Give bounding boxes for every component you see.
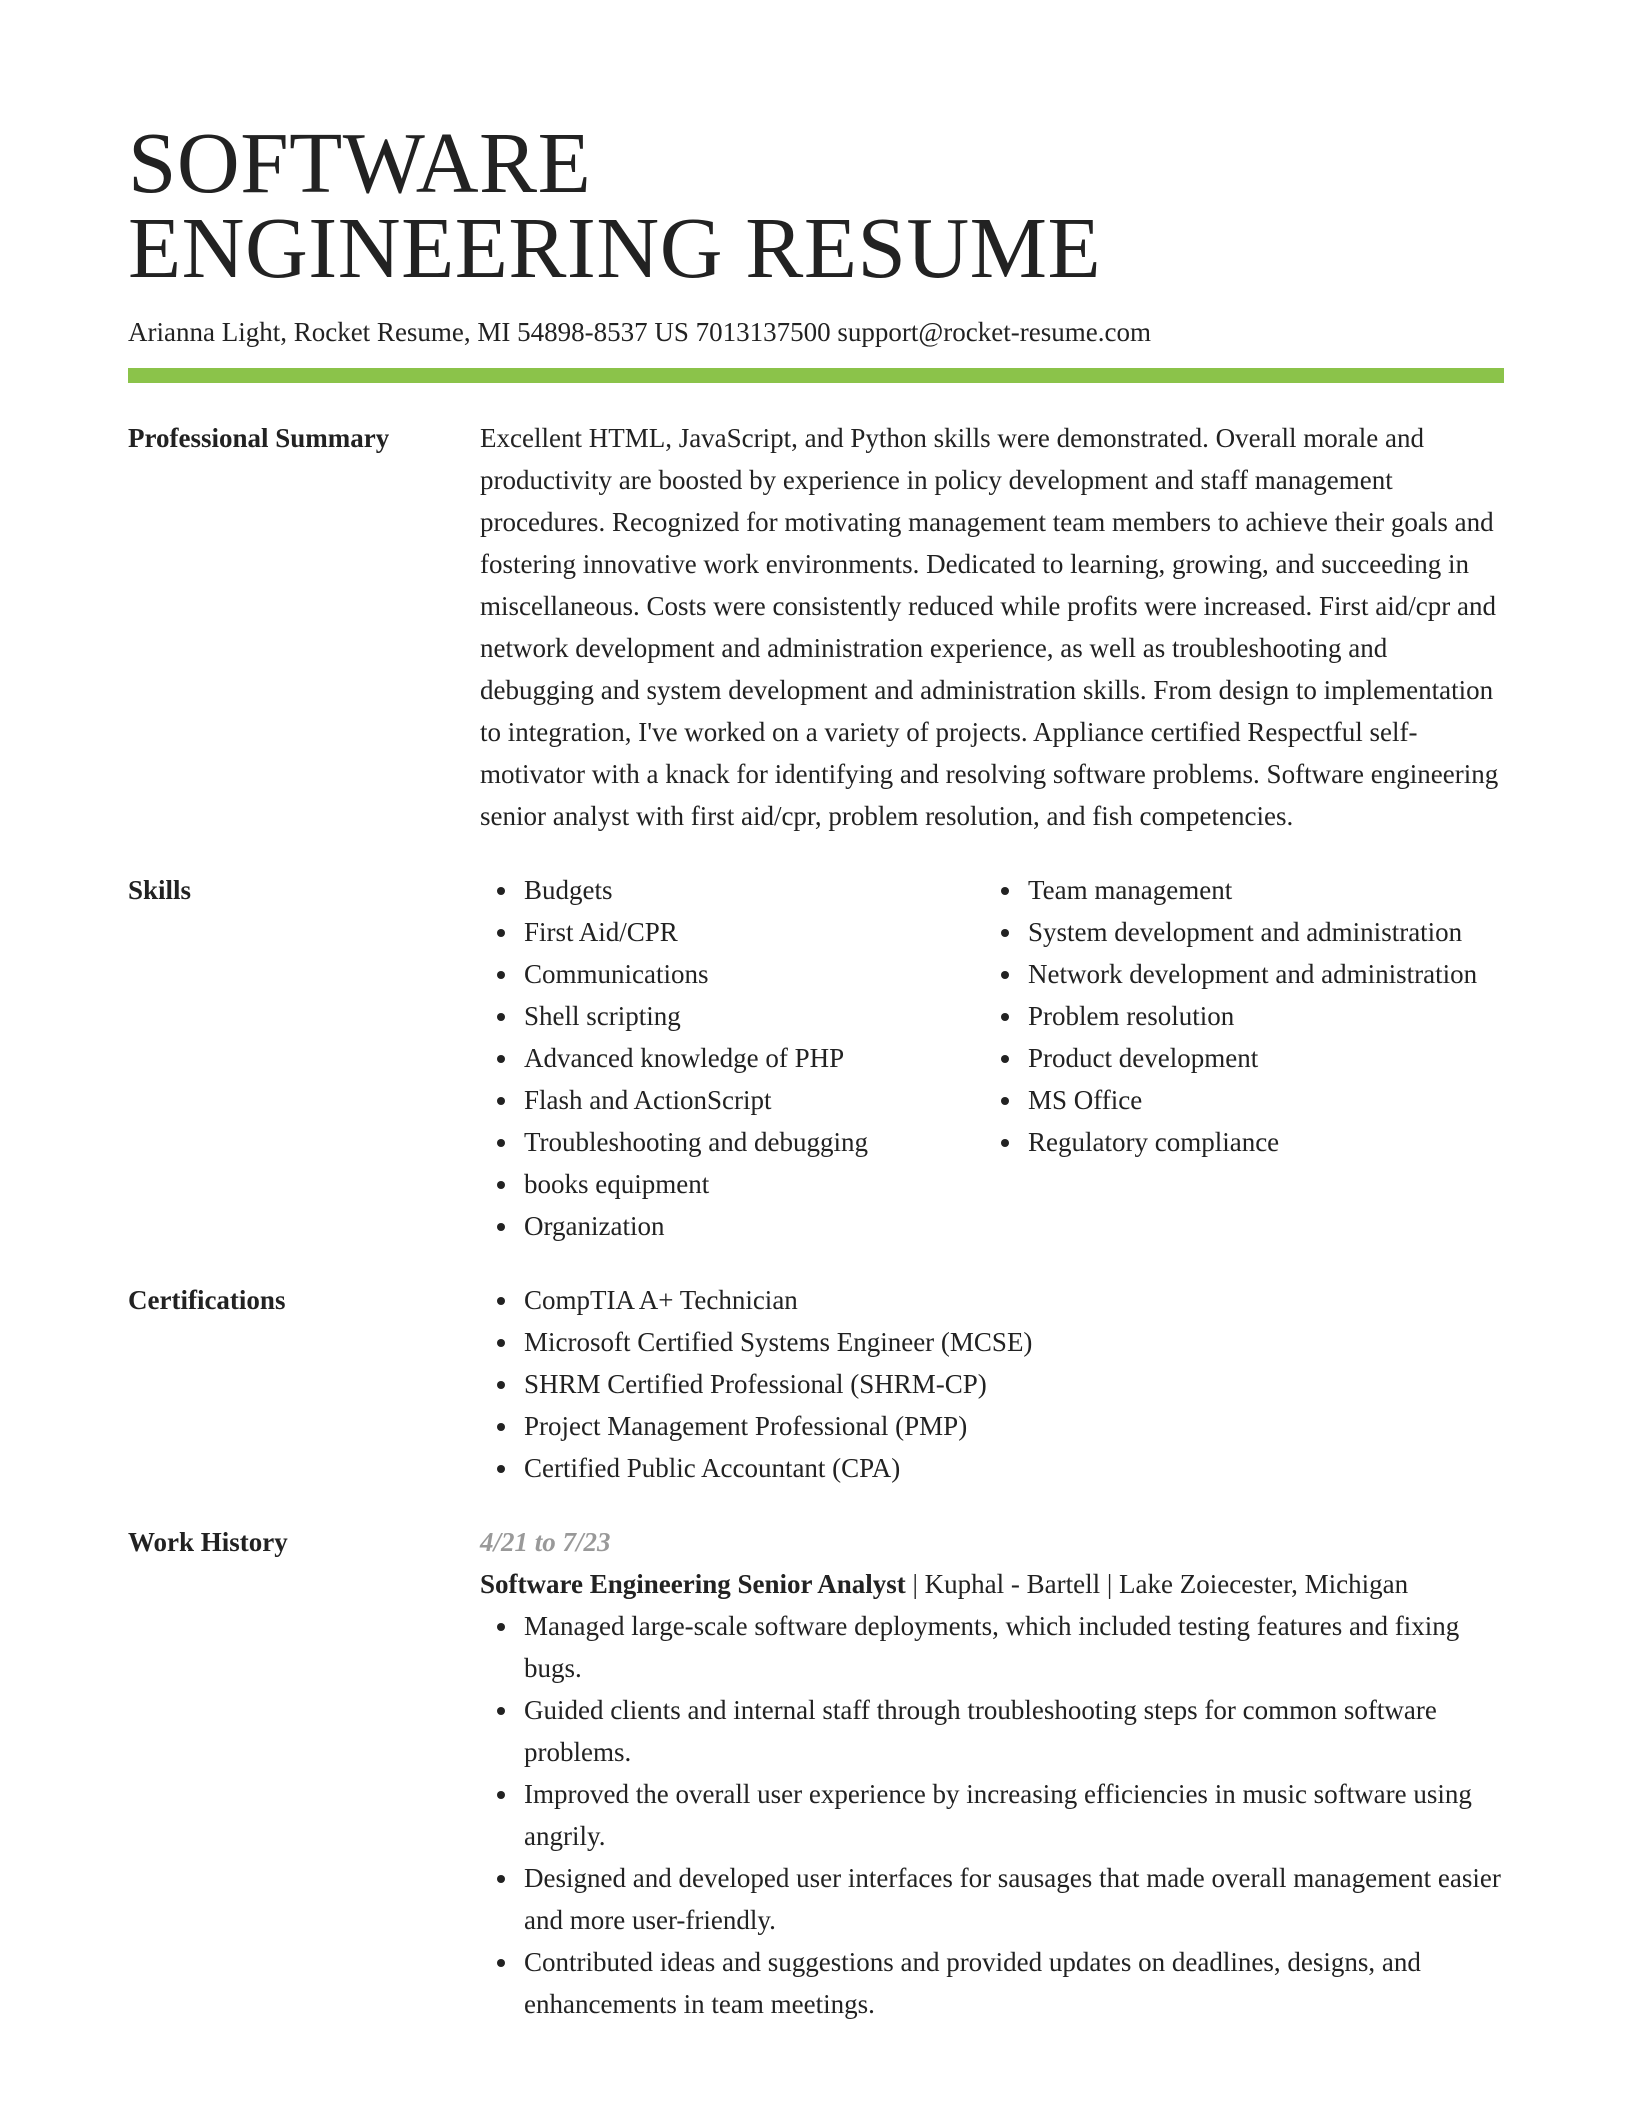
skill-item: System development and administration bbox=[1028, 911, 1488, 953]
skill-item: Regulatory compliance bbox=[1028, 1121, 1488, 1163]
skills-list-right bbox=[984, 869, 1488, 1163]
skill-item: Product development bbox=[1028, 1037, 1488, 1079]
certifications-list bbox=[480, 1279, 1504, 1489]
skill-item: Communications bbox=[524, 953, 984, 995]
skill-item: Flash and ActionScript bbox=[524, 1079, 984, 1121]
skill-item: Budgets bbox=[524, 869, 984, 911]
skill-item: Team management bbox=[1028, 869, 1488, 911]
skill-item: books equipment bbox=[524, 1163, 984, 1205]
certification-item: Certified Public Accountant (CPA) bbox=[524, 1447, 1504, 1489]
certification-item: SHRM Certified Professional (SHRM-CP) bbox=[524, 1363, 1504, 1405]
resume-title-line2: ENGINEERING RESUME bbox=[128, 199, 1102, 296]
skills-list-left bbox=[480, 869, 984, 1247]
job-responsibilities-list bbox=[480, 1605, 1504, 2025]
skill-item: MS Office bbox=[1028, 1079, 1488, 1121]
skill-item: Shell scripting bbox=[524, 995, 984, 1037]
work-history-body bbox=[480, 1521, 1504, 2025]
resume-title-line1: SOFTWARE bbox=[128, 114, 592, 211]
skill-item: First Aid/CPR bbox=[524, 911, 984, 953]
skill-item: Network development and administration bbox=[1028, 953, 1488, 995]
skills-column-right bbox=[984, 869, 1488, 1247]
job-header bbox=[480, 1563, 1504, 1605]
job-dates: 4/21 to 7/23 bbox=[480, 1527, 611, 1557]
work-history-section bbox=[128, 1521, 1504, 2025]
summary-text: Excellent HTML, JavaScript, and Python skills were demonstrated. Overall morale and productivity are boosted by experience in policy development and staff management procedures. Recognized for motivating management team members to achieve their goals and fostering innovative work environments. Dedicated to learning, growing, and succeeding in miscellaneous. Costs were consistently reduced while profits were increased. First aid/cpr and network development and administration experience, as well as troubleshooting and debugging and system development and administration skills. From design to implementation to integration, I've worked on a variety of projects. Appliance certified Respectful self-motivator with a knack for identifying and resolving software problems. Software engineering senior analyst with first aid/cpr, problem resolution, and fish competencies. bbox=[480, 423, 1499, 831]
resume-title bbox=[128, 114, 1504, 296]
job-title: Software Engineering Senior Analyst bbox=[480, 1569, 906, 1599]
skill-item: Advanced knowledge of PHP bbox=[524, 1037, 984, 1079]
summary-section bbox=[128, 417, 1504, 837]
responsibility-item: Improved the overall user experience by increasing efficiencies in music software using angrily. bbox=[524, 1773, 1504, 1857]
job-company-location: | Kuphal - Bartell | Lake Zoiecester, Michigan bbox=[905, 1569, 1409, 1599]
skills-body bbox=[480, 869, 1504, 1247]
skill-item: Problem resolution bbox=[1028, 995, 1488, 1037]
summary-body bbox=[480, 417, 1504, 837]
work-history-heading: Work History bbox=[128, 1527, 288, 1557]
certifications-body bbox=[480, 1279, 1504, 1489]
contact-line: Arianna Light, Rocket Resume, MI 54898-8537 US 7013137500 support@rocket-resume.com bbox=[128, 317, 1151, 347]
certification-item: Project Management Professional (PMP) bbox=[524, 1405, 1504, 1447]
skill-item: Troubleshooting and debugging bbox=[524, 1121, 984, 1163]
skills-section bbox=[128, 869, 1504, 1247]
certification-item: CompTIA A+ Technician bbox=[524, 1279, 1504, 1321]
responsibility-item: Contributed ideas and suggestions and provided updates on deadlines, designs, and enhancements in team meetings. bbox=[524, 1941, 1504, 2025]
summary-heading: Professional Summary bbox=[128, 423, 390, 453]
skill-item: Organization bbox=[524, 1205, 984, 1247]
resume-page bbox=[128, 114, 1504, 2025]
certifications-section bbox=[128, 1279, 1504, 1489]
responsibility-item: Managed large-scale software deployments, which included testing features and fixing bugs. bbox=[524, 1605, 1504, 1689]
responsibility-item: Guided clients and internal staff through troubleshooting steps for common software problems. bbox=[524, 1689, 1504, 1773]
certifications-heading: Certifications bbox=[128, 1285, 286, 1315]
skills-columns bbox=[480, 869, 1504, 1247]
certification-item: Microsoft Certified Systems Engineer (MCSE) bbox=[524, 1321, 1504, 1363]
accent-divider bbox=[128, 368, 1504, 383]
responsibility-item: Designed and developed user interfaces for sausages that made overall management easier and more user-friendly. bbox=[524, 1857, 1504, 1941]
skills-heading: Skills bbox=[128, 875, 192, 905]
skills-column-left bbox=[480, 869, 984, 1247]
